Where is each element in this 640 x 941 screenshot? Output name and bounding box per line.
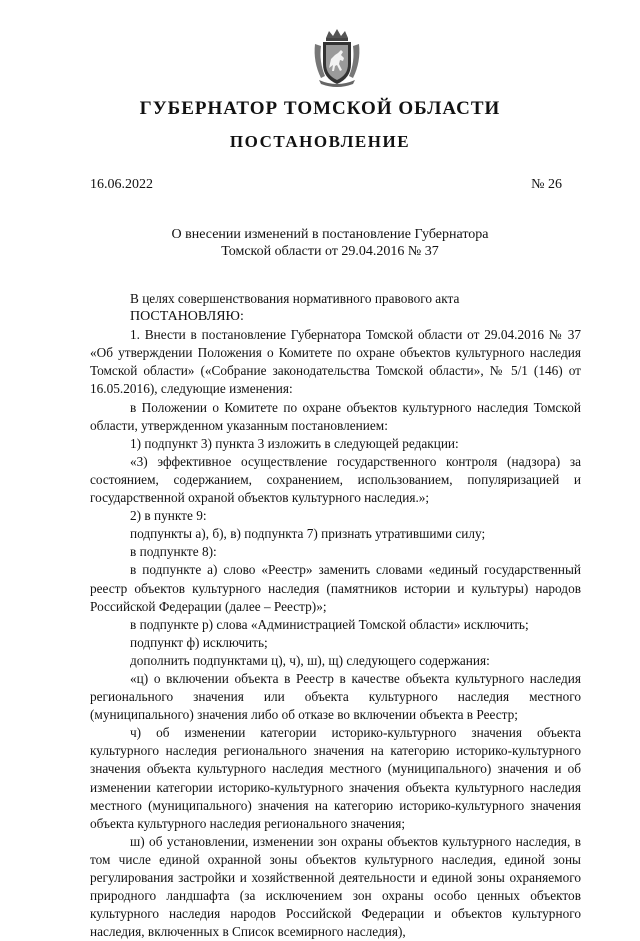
body-paragraph: подпункты а), б), в) подпункта 7) признать утратившими силу; (130, 526, 486, 542)
body-paragraph: дополнить подпунктами ц), ч), ш), щ) следующего содержания: (130, 652, 490, 668)
subject-line-1: О внесении изменений в постановление Губернатора (171, 227, 489, 242)
body-paragraph: ПОСТАНОВЛЯЮ: (130, 309, 244, 325)
body-paragraph: 2) в пункте 9: (130, 508, 207, 524)
document-number: № 26 (531, 177, 562, 192)
document-body (90, 290, 581, 941)
document-type: ПОСТАНОВЛЕНИЕ (229, 132, 411, 151)
document-subject (90, 226, 570, 260)
body-paragraph: в Положении о Комитете по охране объектов культурного наследия Томской области, утвержденном указанным постановлением: (90, 399, 581, 433)
body-paragraph: В целях совершенствования нормативного правового акта (130, 291, 460, 306)
body-paragraph: 1. Внести в постановление Губернатора Томской области от 29.04.2016 № 37 «Об утверждении Положения о Комитете по охране объектов культурного наследия Томской области» («Собрание законодательства Томской области», № 5/1 (146) от 16.05.2016), следующие изменения: (90, 327, 581, 397)
subject-line-2: Томской области от 29.04.2016 № 37 (221, 244, 439, 259)
body-paragraph: в подпункте а) слово «Реестр» заменить словами «единый государственный реестр объектов культурного наследия (памятников истории и культуры) народов Российской Федерации (далее – Реестр)»; (90, 562, 581, 614)
body-paragraph: ш) об установлении, изменении зон охраны объектов культурного наследия, в том числе единой охранной зоны объектов культурного наследия, единой зоны регулирования застройки и хозяйственной деятельности и единой зоны охраняемого природного ландшафта (за исключением зон охраны особо ценных объектов культурного наследия народов Российской Федерации и объектов культурного наследия, включенных в Список всемирного наследия), (90, 833, 581, 940)
body-paragraph: 1) подпункт 3) пункта 3 изложить в следующей редакции: (130, 435, 459, 451)
body-paragraph: «3) эффективное осуществление государственного контроля (надзора) за состоянием, содержанием, сохранением, использованием, популяризацией и государственной охраной объектов культурного наследия.»; (90, 453, 581, 506)
body-paragraph: в подпункте р) слова «Администрацией Томской области» исключить; (130, 616, 529, 632)
coat-of-arms-icon (311, 28, 363, 88)
governor-title: ГУБЕРНАТОР ТОМСКОЙ ОБЛАСТИ (139, 98, 501, 119)
body-paragraph: ч) об изменении категории историко-культурного значения объекта культурного наследия регионального значения на категорию историко-культурного значения объекта культурного наследия местного (муниципального) значения и об изменении категории историко-культурного значения объекта культурного наследия местного (муниципального) значения на категорию историко-культурного значения объекта культурного наследия регионального значения; (90, 725, 581, 831)
document-date: 16.06.2022 (90, 177, 153, 192)
body-paragraph: в подпункте 8): (130, 544, 217, 560)
body-paragraph: «ц) о включении объекта в Реестр в качестве объекта культурного наследия регионального значения или объекта культурного наследия местного (муниципального) значения либо об отказе во включении объекта в Реестр; (90, 670, 581, 723)
body-paragraph: подпункт ф) исключить; (130, 634, 268, 650)
